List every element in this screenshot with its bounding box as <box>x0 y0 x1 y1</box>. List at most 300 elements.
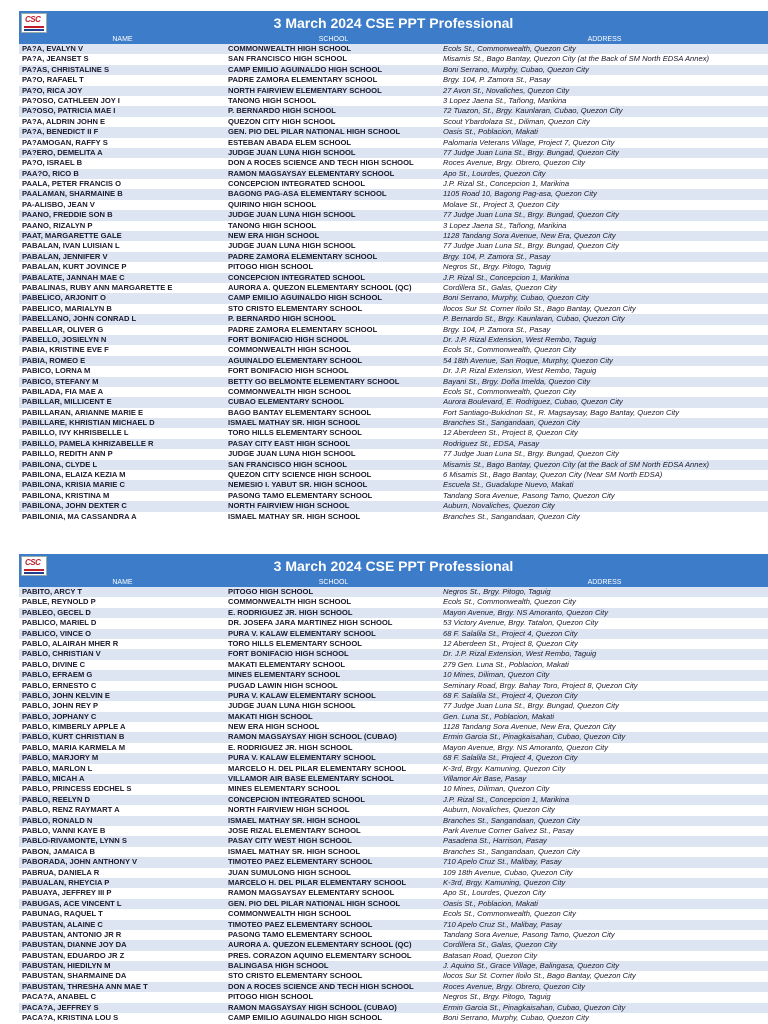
cell-name: PACA?A, KRISTINA LOU S <box>22 1013 119 1023</box>
cell-school: JUAN SUMULONG HIGH SCHOOL <box>228 867 351 877</box>
column-header-school: SCHOOL <box>318 36 349 43</box>
cell-name: PABLO, MARIA KARMELA M <box>22 742 126 752</box>
cell-name: PABILONA, JOHN DEXTER C <box>22 501 127 511</box>
cell-name: PABLO, DIVINE C <box>22 659 86 669</box>
table-row <box>19 1013 768 1023</box>
cell-name: PA-ALISBO, JEAN V <box>22 199 95 209</box>
cell-name: PAALAMAN, SHARMAINE B <box>22 189 123 199</box>
cell-name: PAALA, PETER FRANCIS O <box>22 179 122 189</box>
cell-address: Boni Serrano, Murphy, Cubao, Quezon City <box>443 1013 589 1023</box>
cell-school: QUIRINO HIGH SCHOOL <box>228 199 317 209</box>
cell-school: CONCEPCION INTEGRATED SCHOOL <box>228 272 365 282</box>
table-row <box>19 795 768 805</box>
table-row <box>19 304 768 314</box>
table-row <box>19 1003 768 1013</box>
cell-school: JUDGE JUAN LUNA HIGH SCHOOL <box>228 701 356 711</box>
cell-school: NEW ERA HIGH SCHOOL <box>228 231 320 241</box>
table-row <box>19 418 768 428</box>
cell-address: Branches St., Sangandaan, Quezon City <box>443 418 580 428</box>
table-row <box>19 252 768 262</box>
table-row <box>19 701 768 711</box>
table-row <box>19 774 768 784</box>
page-title: 3 March 2024 CSE PPT Professional <box>273 15 514 31</box>
cell-address: 72 Tuazon, St., Brgy. Kaunlaran, Cubao, Quezon City <box>443 106 623 116</box>
cell-school: JOSE RIZAL ELEMENTARY SCHOOL <box>228 825 361 835</box>
table-row <box>19 325 768 335</box>
cell-school: PADRE ZAMORA ELEMENTARY SCHOOL <box>228 75 378 85</box>
cell-school: COMMONWEALTH HIGH SCHOOL <box>228 345 352 355</box>
table-row <box>19 836 768 846</box>
table-row <box>19 470 768 480</box>
cell-address: Dr. J.P. Rizal Extension, West Rembo, Taguig <box>443 334 597 344</box>
cell-address: Auburn, Novaliches, Quezon City <box>443 805 555 815</box>
cell-school: CUBAO ELEMENTARY SCHOOL <box>228 397 344 407</box>
page-title: 3 March 2024 CSE PPT Professional <box>273 558 514 574</box>
table-row <box>19 888 768 898</box>
cell-name: PABELLAR, OLIVER G <box>22 324 104 334</box>
cell-school: CAMP EMILIO AGUINALDO HIGH SCHOOL <box>228 64 382 74</box>
cell-address: Ecols St., Commonwealth, Quezon City <box>443 597 576 607</box>
table-row <box>19 805 768 815</box>
cell-school: PURA V. KALAW ELEMENTARY SCHOOL <box>228 690 376 700</box>
cell-school: COMMONWEALTH HIGH SCHOOL <box>228 44 352 53</box>
cell-address: Branches St., Sangandaan, Quezon City <box>443 846 580 856</box>
cell-name: PABUSTAN, THRESHA ANN MAE T <box>22 981 148 991</box>
cell-name: PABORADA, JOHN ANTHONY V <box>22 857 138 867</box>
cell-address: P. Bernardo St., Brgy. Kaunlaran, Cubao, Quezon City <box>443 314 625 324</box>
cell-address: 77 Judge Juan Luna St., Brgy. Bungad, Quezon City <box>443 210 619 220</box>
table-row <box>19 314 768 324</box>
cell-name: PA?OSO, CATHLEEN JOY I <box>22 95 120 105</box>
table-row <box>19 649 768 659</box>
cell-school: QUEZON CITY SCIENCE HIGH SCHOOL <box>228 470 372 480</box>
cell-school: PITOGO HIGH SCHOOL <box>228 262 314 272</box>
cell-address: 10 Mines, Diliman, Quezon City <box>443 784 550 794</box>
cell-address: 12 Aberdeen St., Project 8, Quezon City <box>443 428 578 438</box>
page-header <box>19 554 768 578</box>
cell-address: Ilocos Sur St. Corner Iloilo St., Bago Bantay, Quezon City <box>443 303 636 313</box>
cell-address: K-3rd, Brgy. Kamuning, Quezon City <box>443 877 566 887</box>
cell-school: PURA V. KALAW ELEMENTARY SCHOOL <box>228 628 376 638</box>
cell-address: Ecols St., Commonwealth, Quezon City <box>443 44 576 53</box>
table-row <box>19 262 768 272</box>
table-row <box>19 356 768 366</box>
table-body <box>19 587 768 1023</box>
cell-name: PABLO, RONALD N <box>22 815 93 825</box>
table-row <box>19 629 768 639</box>
cell-school: E. RODRIGUEZ JR. HIGH SCHOOL <box>228 607 353 617</box>
cell-name: PABILONA, ELAIZA KEZIA M <box>22 470 126 480</box>
table-row <box>19 847 768 857</box>
cell-name: PABLO-RIVAMONTE, LYNN S <box>22 836 127 846</box>
table-row <box>19 951 768 961</box>
cell-name: PABON, JAMAICA B <box>22 846 95 856</box>
logo-text: CSC <box>25 15 41 24</box>
cell-name: PABLO, MARLON L <box>22 763 93 773</box>
table-row <box>19 96 768 106</box>
cell-school: P. BERNARDO HIGH SCHOOL <box>228 314 336 324</box>
cell-school: NEW ERA HIGH SCHOOL <box>228 722 320 732</box>
cell-name: PABRUA, DANIELA R <box>22 867 100 877</box>
cell-name: PABELLANO, JOHN CONRAD L <box>22 314 137 324</box>
cell-name: PABILLO, IVY KHRISBELLE L <box>22 428 129 438</box>
cell-school: ISMAEL MATHAY SR. HIGH SCHOOL <box>228 815 361 825</box>
table-row <box>19 512 768 522</box>
table-row <box>19 639 768 649</box>
table-row <box>19 868 768 878</box>
column-header-name: NAME <box>112 36 133 43</box>
cell-address: Fort Santiago-Bukidnon St., R. Magsaysay, Bago Bantay, Quezon City <box>443 407 680 417</box>
cell-school: QUEZON CITY HIGH SCHOOL <box>228 116 336 126</box>
cell-address: K-3rd, Brgy. Kamuning, Quezon City <box>443 763 566 773</box>
cell-name: PAAT, MARGARETTE GALE <box>22 231 122 241</box>
cell-name: PABICO, LORNA M <box>22 366 91 376</box>
cell-address: Batasan Road, Quezon City <box>443 950 538 960</box>
cell-address: Brgy. 104, P. Zamora St., Pasay <box>443 324 551 334</box>
cell-name: PABIA, KRISTINE EVE F <box>22 345 109 355</box>
cell-name: PABALAN, IVAN LUISIAN L <box>22 241 120 251</box>
cell-school: MAKATI ELEMENTARY SCHOOL <box>228 659 345 669</box>
cell-address: Roces Avenue, Brgy. Obrero, Quezon City <box>443 981 586 991</box>
cell-name: PABILLO, REDITH ANN P <box>22 449 113 459</box>
cell-school: TANONG HIGH SCHOOL <box>228 220 317 230</box>
table-row <box>19 387 768 397</box>
cell-address: 710 Apelo Cruz St., Malibay, Pasay <box>443 919 562 929</box>
cell-name: PABLO, KURT CHRISTIAN B <box>22 732 125 742</box>
table-row <box>19 732 768 742</box>
cell-school: MARCELO H. DEL PILAR ELEMENTARY SCHOOL <box>228 763 407 773</box>
cell-address: Ermin Garcia St., Pinagkaisahan, Cubao, Quezon City <box>443 732 626 742</box>
cell-address: Cordillera St., Galas, Quezon City <box>443 940 557 950</box>
cell-school: BAGONG PAG-ASA ELEMENTARY SCHOOL <box>228 189 387 199</box>
cell-address: Misamis St., Bago Bantay, Quezon City (at the Back of SM North EDSA Annex) <box>443 54 710 64</box>
cell-address: Branches St., Sangandaan, Quezon City <box>443 511 580 521</box>
cell-school: RAMON MAGSAYSAY HIGH SCHOOL (CUBAO) <box>228 1002 397 1012</box>
cell-name: PA?A, ALDRIN JOHN E <box>22 116 106 126</box>
cell-address: Boni Serrano, Murphy, Cubao, Quezon City <box>443 64 589 74</box>
table-row <box>19 899 768 909</box>
table-row <box>19 930 768 940</box>
cell-address: 77 Judge Juan Luna St., Brgy. Bungad, Quezon City <box>443 701 619 711</box>
cell-name: PABELLO, JOSIELYN N <box>22 334 107 344</box>
cell-school: RAMON MAGSAYSAY ELEMENTARY SCHOOL <box>228 888 395 898</box>
table-row <box>19 971 768 981</box>
table-row <box>19 158 768 168</box>
document-page-1 <box>19 11 768 522</box>
cell-address: Negros St., Brgy. Pitogo, Taguig <box>443 262 551 272</box>
table-row <box>19 293 768 303</box>
cell-name: PABILONA, KRISIA MARIE C <box>22 480 125 490</box>
cell-school: ISMAEL MATHAY SR. HIGH SCHOOL <box>228 418 361 428</box>
cell-name: PABLO, PRINCESS EDCHEL S <box>22 784 132 794</box>
cell-name: PA?ERO, DEMELITA A <box>22 147 103 157</box>
cell-school: FORT BONIFACIO HIGH SCHOOL <box>228 649 349 659</box>
cell-school: PADRE ZAMORA ELEMENTARY SCHOOL <box>228 251 378 261</box>
cell-school: PUGAD LAWIN HIGH SCHOOL <box>228 680 338 690</box>
cell-address: Gen. Luna St., Poblacion, Makati <box>443 711 555 721</box>
table-row <box>19 138 768 148</box>
table-row <box>19 439 768 449</box>
cell-address: 6 Misamis St., Bago Bantay, Quezon City (Near SM North EDSA) <box>443 470 663 480</box>
cell-school: SAN FRANCISCO HIGH SCHOOL <box>228 459 347 469</box>
cell-name: PABLO, REELYN D <box>22 794 90 804</box>
cell-school: PADRE ZAMORA ELEMENTARY SCHOOL <box>228 324 378 334</box>
table-row <box>19 169 768 179</box>
cell-name: PABLO, RENZ RAYMART A <box>22 805 120 815</box>
cell-school: COMMONWEALTH HIGH SCHOOL <box>228 386 352 396</box>
table-row <box>19 826 768 836</box>
cell-address: 1128 Tandang Sora Avenue, New Era, Quezon City <box>443 231 616 241</box>
cell-address: Oasis St., Poblacion, Makati <box>443 127 538 137</box>
table-row <box>19 231 768 241</box>
table-row <box>19 660 768 670</box>
cell-name: PABLO, MICAH A <box>22 774 85 784</box>
table-row <box>19 712 768 722</box>
cell-school: DON A ROCES SCIENCE AND TECH HIGH SCHOOL <box>228 158 414 168</box>
cell-address: Tandang Sora Avenue, Pasong Tamo, Quezon City <box>443 490 615 500</box>
cell-school: RAMON MAGSAYSAY HIGH SCHOOL (CUBAO) <box>228 732 397 742</box>
table-row <box>19 961 768 971</box>
cell-name: PA?A, BENEDICT II F <box>22 127 99 137</box>
cell-address: Boni Serrano, Murphy, Cubao, Quezon City <box>443 293 589 303</box>
table-row <box>19 670 768 680</box>
cell-address: Aurora Boulevard, E. Rodriguez, Cubao, Quezon City <box>443 397 623 407</box>
cell-address: 3 Lopez Jaena St., Tañong, Marikina <box>443 95 567 105</box>
cell-address: Negros St., Brgy. Pitogo, Taguig <box>443 992 551 1002</box>
table-row <box>19 283 768 293</box>
cell-school: BALINGASA HIGH SCHOOL <box>228 961 329 971</box>
cell-name: PABLE, REYNOLD P <box>22 597 96 607</box>
cell-address: 10 Mines, Diliman, Quezon City <box>443 670 550 680</box>
cell-school: TORO HILLS ELEMENTARY SCHOOL <box>228 428 362 438</box>
cell-name: PABUALAN, RHEYCIA P <box>22 877 110 887</box>
cell-address: 68 F. Salalila St., Project 4, Quezon City <box>443 690 578 700</box>
cell-address: Auburn, Novaliches, Quezon City <box>443 501 555 511</box>
cell-school: TANONG HIGH SCHOOL <box>228 95 317 105</box>
cell-name: PA?O, RICA JOY <box>22 85 83 95</box>
cell-school: STO CRISTO ELEMENTARY SCHOOL <box>228 303 363 313</box>
cell-address: 109 18th Avenue, Cubao, Quezon City <box>443 867 573 877</box>
cell-school: PURA V. KALAW ELEMENTARY SCHOOL <box>228 753 376 763</box>
cell-address: Ecols St., Commonwealth, Quezon City <box>443 909 576 919</box>
cell-school: MAKATI HIGH SCHOOL <box>228 711 313 721</box>
table-row <box>19 597 768 607</box>
cell-school: PITOGO HIGH SCHOOL <box>228 992 314 1002</box>
cell-school: ISMAEL MATHAY SR. HIGH SCHOOL <box>228 511 361 521</box>
cell-school: BAGO BANTAY ELEMENTARY SCHOOL <box>228 407 372 417</box>
table-row <box>19 608 768 618</box>
cell-school: PASONG TAMO ELEMENTARY SCHOOL <box>228 929 373 939</box>
table-row <box>19 241 768 251</box>
cell-school: PRES. CORAZON AQUINO ELEMENTARY SCHOOL <box>228 950 412 960</box>
table-row <box>19 857 768 867</box>
cell-school: NORTH FAIRVIEW HIGH SCHOOL <box>228 805 350 815</box>
cell-school: TORO HILLS ELEMENTARY SCHOOL <box>228 638 362 648</box>
table-row <box>19 982 768 992</box>
cell-address: J.P. Rizal St., Concepcion 1, Marikina <box>443 272 570 282</box>
cell-name: PABLO, KIMBERLY APPLE A <box>22 722 126 732</box>
table-row <box>19 148 768 158</box>
cell-name: PABILLARAN, ARIANNE MARIE E <box>22 407 144 417</box>
cell-school: CAMP EMILIO AGUINALDO HIGH SCHOOL <box>228 1013 382 1023</box>
cell-address: 77 Judge Juan Luna St., Brgy. Bungad, Quezon City <box>443 147 619 157</box>
cell-name: PABITO, ARCY T <box>22 587 83 596</box>
table-row <box>19 681 768 691</box>
table-row <box>19 618 768 628</box>
table-row <box>19 764 768 774</box>
cell-school: BETTY GO BELMONTE ELEMENTARY SCHOOL <box>228 376 400 386</box>
cell-name: PABLICO, VINCE O <box>22 628 92 638</box>
table-row <box>19 428 768 438</box>
cell-school: STO CRISTO ELEMENTARY SCHOOL <box>228 971 363 981</box>
cell-school: JUDGE JUAN LUNA HIGH SCHOOL <box>228 210 356 220</box>
cell-name: PABALATE, JANNAH MAE C <box>22 272 125 282</box>
cell-school: TIMOTEO PAEZ ELEMENTARY SCHOOL <box>228 919 373 929</box>
cell-name: PA?OSO, PATRICIA MAE I <box>22 106 116 116</box>
cell-school: FORT BONIFACIO HIGH SCHOOL <box>228 366 349 376</box>
cell-address: Pasadena St., Harrison, Pasay <box>443 836 547 846</box>
column-header-row <box>19 35 768 44</box>
cell-name: PABELICO, MARIALYN B <box>22 303 112 313</box>
cell-name: PABUGAS, ACE VINCENT L <box>22 898 122 908</box>
cell-address: Park Avenue Corner Galvez St., Pasay <box>443 825 574 835</box>
cell-school: CAMP EMILIO AGUINALDO HIGH SCHOOL <box>228 293 382 303</box>
cell-name: PABUSTAN, ANTONIO JR R <box>22 929 122 939</box>
table-row <box>19 345 768 355</box>
cell-address: Dr. J.P. Rizal Extension, West Rembo, Taguig <box>443 649 597 659</box>
cell-name: PABLO, VANNI KAYE B <box>22 825 106 835</box>
cell-school: MARCELO H. DEL PILAR ELEMENTARY SCHOOL <box>228 877 407 887</box>
cell-school: AGUINALDO ELEMENTARY SCHOOL <box>228 355 363 365</box>
cell-name: PABUSTAN, SHARMAINE DA <box>22 971 127 981</box>
table-body <box>19 44 768 522</box>
table-row <box>19 221 768 231</box>
table-row <box>19 909 768 919</box>
cell-address: J. Aquino St., Grace Village, Balingasa, Quezon City <box>443 961 620 971</box>
cell-name: PABUNAG, RAQUEL T <box>22 909 103 919</box>
cell-address: Mayon Avenue, Brgy. NS Amoranto, Quezon City <box>443 742 609 752</box>
cell-name: PABILLO, PAMELA KHRIZABELLE R <box>22 438 154 448</box>
cell-school: GEN. PIO DEL PILAR NATIONAL HIGH SCHOOL <box>228 898 401 908</box>
cell-name: PA?O, ISRAEL B <box>22 158 83 168</box>
table-row <box>19 992 768 1002</box>
cell-school: MINES ELEMENTARY SCHOOL <box>228 784 341 794</box>
cell-address: J.P. Rizal St., Concepcion 1, Marikina <box>443 794 570 804</box>
cell-school: PASONG TAMO ELEMENTARY SCHOOL <box>228 490 373 500</box>
cell-name: PABUSTAN, HIEDILYN M <box>22 961 111 971</box>
table-row <box>19 878 768 888</box>
table-row <box>19 273 768 283</box>
cell-address: Cordillera St., Galas, Quezon City <box>443 282 557 292</box>
cell-school: AURORA A. QUEZON ELEMENTARY SCHOOL (QC) <box>228 940 412 950</box>
cell-address: 68 F. Salalila St., Project 4, Quezon City <box>443 628 578 638</box>
cell-school: MINES ELEMENTARY SCHOOL <box>228 670 341 680</box>
cell-school: SAN FRANCISCO HIGH SCHOOL <box>228 54 347 64</box>
cell-address: Negros St., Brgy. Pitogo, Taguig <box>443 587 551 596</box>
cell-address: Ecols St., Commonwealth, Quezon City <box>443 386 576 396</box>
table-row <box>19 408 768 418</box>
cell-school: NEMESIO I. YABUT SR. HIGH SCHOOL <box>228 480 368 490</box>
cell-address: Oasis St., Poblacion, Makati <box>443 898 538 908</box>
cell-school: PITOGO HIGH SCHOOL <box>228 587 314 596</box>
table-row <box>19 784 768 794</box>
cell-address: 68 F. Salalila St., Project 4, Quezon City <box>443 753 578 763</box>
cell-school: DR. JOSEFA JARA MARTINEZ HIGH SCHOOL <box>228 618 393 628</box>
cell-name: PACA?A, JEFFREY S <box>22 1002 99 1012</box>
table-row <box>19 366 768 376</box>
cell-school: COMMONWEALTH HIGH SCHOOL <box>228 597 352 607</box>
cell-name: PABLEO, GECEL D <box>22 607 91 617</box>
cell-address: J.P. Rizal St., Concepcion 1, Marikina <box>443 179 570 189</box>
table-row <box>19 920 768 930</box>
cell-address: 3 Lopez Jaena St., Tañong, Marikina <box>443 220 567 230</box>
table-row <box>19 106 768 116</box>
column-header-address: ADDRESS <box>587 36 622 43</box>
cell-school: TIMOTEO PAEZ ELEMENTARY SCHOOL <box>228 857 373 867</box>
cell-address: Escuela St., Guadalupe Nuevo, Makati <box>443 480 574 490</box>
cell-name: PABELICO, ARJONIT O <box>22 293 106 303</box>
table-row <box>19 335 768 345</box>
table-row <box>19 491 768 501</box>
cell-name: PABUSTAN, EDUARDO JR Z <box>22 950 125 960</box>
cell-name: PA?AS, CHRISTALINE S <box>22 64 110 74</box>
cell-address: 77 Judge Juan Luna St., Brgy. Bungad, Quezon City <box>443 449 619 459</box>
cell-address: Villamor Air Base, Pasay <box>443 774 527 784</box>
cell-address: 12 Aberdeen St., Project 8, Quezon City <box>443 638 578 648</box>
cell-address: Misamis St., Bago Bantay, Quezon City (at the Back of SM North EDSA Annex) <box>443 459 710 469</box>
cell-name: PABLO, EFRAEM G <box>22 670 93 680</box>
cell-address: Seminary Road, Brgy. Bahay Toro, Project 8, Quezon City <box>443 680 638 690</box>
cell-address: 279 Gen. Luna St., Poblacion, Makati <box>443 659 569 669</box>
cell-address: Rodriguez St., EDSA, Pasay <box>443 438 540 448</box>
cell-name: PA?O, RAFAEL T <box>22 75 84 85</box>
cell-name: PABICO, STEFANY M <box>22 376 99 386</box>
cell-school: E. RODRIGUEZ JR. HIGH SCHOOL <box>228 742 353 752</box>
cell-address: Ermin Garcia St., Pinagkaisahan, Cubao, Quezon City <box>443 1002 626 1012</box>
cell-school: DON A ROCES SCIENCE AND TECH HIGH SCHOOL <box>228 981 414 991</box>
cell-school: PASAY CITY WEST HIGH SCHOOL <box>228 836 352 846</box>
document-page-2 <box>19 554 768 1023</box>
cell-school: CONCEPCION INTEGRATED SCHOOL <box>228 179 365 189</box>
table-row <box>19 501 768 511</box>
cell-address: 54 18th Avenue, San Roque, Murphy, Quezon City <box>443 355 613 365</box>
page-header <box>19 11 768 35</box>
cell-name: PABILLARE, KHRISTIAN MICHAEL D <box>22 418 155 428</box>
cell-name: PABILONIA, MA CASSANDRA A <box>22 511 137 521</box>
cell-name: PA?AMOGAN, RAFFY S <box>22 137 108 147</box>
table-row <box>19 179 768 189</box>
table-row <box>19 200 768 210</box>
cell-address: Molave St., Project 3, Quezon City <box>443 199 560 209</box>
table-row <box>19 722 768 732</box>
cell-school: JUDGE JUAN LUNA HIGH SCHOOL <box>228 449 356 459</box>
cell-name: PABALAN, JENNIFER V <box>22 251 108 261</box>
cell-school: VILLAMOR AIR BASE ELEMENTARY SCHOOL <box>228 774 394 784</box>
cell-name: PA?A, JEANSET S <box>22 54 89 64</box>
cell-school: JUDGE JUAN LUNA HIGH SCHOOL <box>228 147 356 157</box>
cell-name: PABLO, CHRISTIAN V <box>22 649 101 659</box>
cell-address: Ilocos Sur St. Corner Iloilo St., Bago Bantay, Quezon City <box>443 971 636 981</box>
table-row <box>19 86 768 96</box>
table-row <box>19 54 768 64</box>
cell-school: GEN. PIO DEL PILAR NATIONAL HIGH SCHOOL <box>228 127 401 137</box>
table-row <box>19 753 768 763</box>
table-row <box>19 377 768 387</box>
cell-school: PASAY CITY EAST HIGH SCHOOL <box>228 438 351 448</box>
cell-school: JUDGE JUAN LUNA HIGH SCHOOL <box>228 241 356 251</box>
cell-address: Tandang Sora Avenue, Pasong Tamo, Quezon City <box>443 929 615 939</box>
cell-name: PABALINAS, RUBY ANN MARGARETTE E <box>22 282 173 292</box>
